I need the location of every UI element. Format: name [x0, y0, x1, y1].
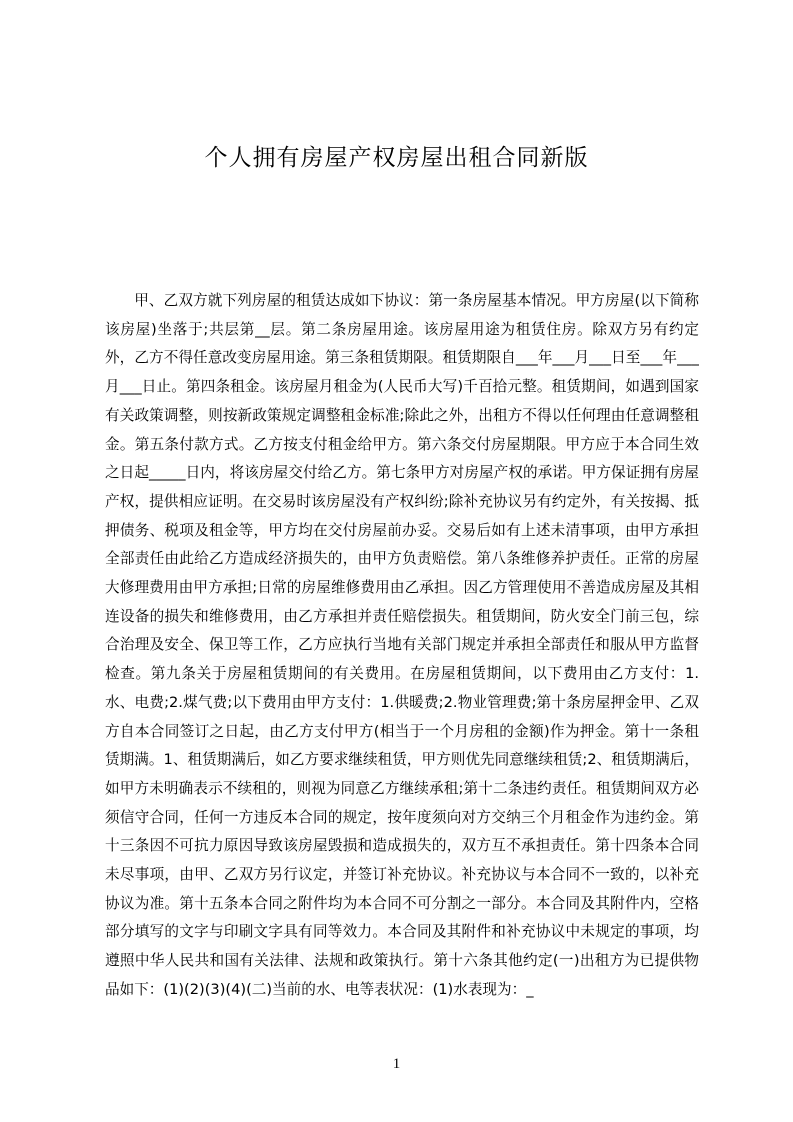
contract-body-text: 甲、乙双方就下列房屋的租赁达成如下协议：第一条房屋基本情况。甲方房屋(以下简称该房屋)坐落于;共层第__层。第二条房屋用途。该房屋用途为租赁住房。除双方另有约定外，乙方不得任意改变房屋用途。第三条租赁期限。租赁期限自___年___月___日至___年___月___日止。第四条租金。该房屋月租金为(人民币大写)千百拾元整。租赁期间，如遇到国家有关政策调整，则按新政策规定调整租金标准;除此之外，出租方不得以任何理由任意调整租金。第五条付款方式。乙方按支付租金给甲方。第六条交付房屋期限。甲方应于本合同生效之日起_____日内，将该房屋交付给乙方。第七条甲方对房屋产权的承诺。甲方保证拥有房屋产权，提供相应证明。在交易时该房屋没有产权纠纷;除补充协议另有约定外，有关按揭、抵押债务、税项及租金等，甲方均在交付房屋前办妥。交易后如有上述未清事项，由甲方承担全部责任由此给乙方造成经济损失的，由甲方负责赔偿。第八条维修养护责任。正常的房屋大修理费用由甲方承担;日常的房屋维修费用由乙承担。因乙方管理使用不善造成房屋及其相连设备的损失和维修费用，由乙方承担并责任赔偿损失。租赁期间，防火安全门前三包，综合治理及安全、保卫等工作，乙方应执行当地有关部门规定并承担全部责任和服从甲方监督检查。第九条关于房屋租赁期间的有关费用。在房屋租赁期间，以下费用由乙方支付：1.水、电费;2.煤气费;以下费用由甲方支付：1.供暖费;2.物业管理费;第十条房屋押金甲、乙双方自本合同签订之日起，由乙方支付甲方(相当于一个月房租的金额)作为押金。第十一条租赁期满。1、租赁期满后，如乙方要求继续租赁，甲方则优先同意继续租赁;2、租赁期满后，如甲方未明确表示不续租的，则视为同意乙方继续承租;第十二条违约责任。租赁期间双方必须信守合同，任何一方违反本合同的规定，按年度须向对方交纳三个月租金作为违约金。第十三条因不可抗力原因导致该房屋毁损和造成损失的，双方互不承担责任。第十四条本合同未尽事项，由甲、乙双方另行议定，并签订补充协议。补充协议与本合同不一致的，以补充协议为准。第十五条本合同之附件均为本合同不可分割之一部分。本合同及其附件内，空格部分填写的文字与印刷文字具有同等效力。本合同及其附件和补充协议中未规定的事项，均遵照中华人民共和国有关法律、法规和政策执行。第十六条其他约定(一)出租方为已提供物品如下：(1)(2)(3)(4)(二)当前的水、电等表状况：(1)水表现为：_	[105, 292, 699, 998]
page-number: 1	[392, 1056, 401, 1072]
document-title: 个人拥有房屋产权房屋出租合同新版	[204, 145, 589, 171]
